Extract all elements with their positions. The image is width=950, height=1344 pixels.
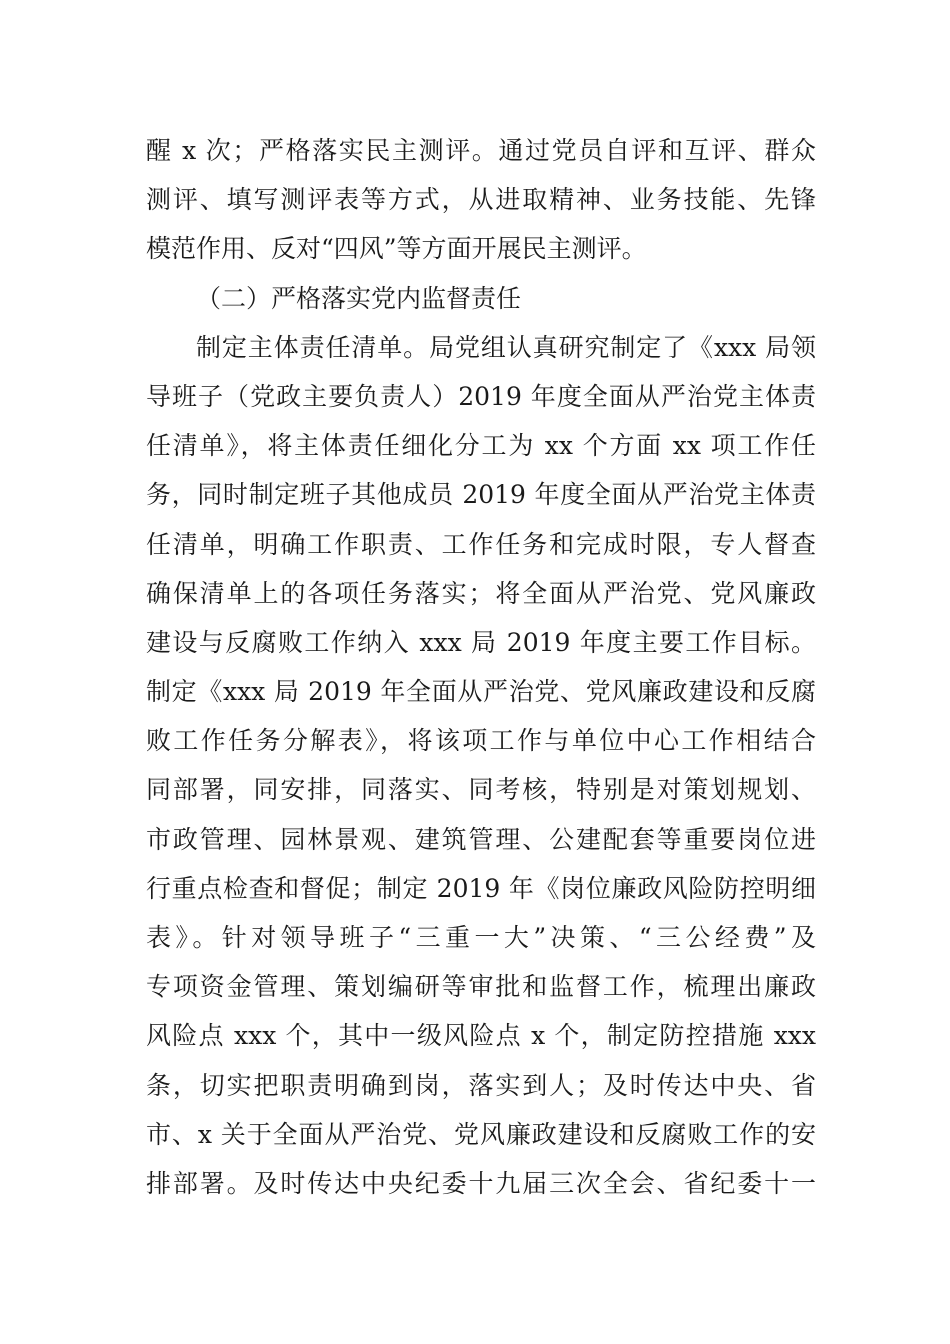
text-line: 败工作任务分解表》，将该项工作与单位中心工作相结合 (146, 726, 816, 756)
text-line: 同部署，同安排，同落实、同考核，特别是对策划规划、 (146, 775, 816, 805)
text-line: 市政管理、园林景观、建筑管理、公建配套等重要岗位进 (146, 824, 816, 854)
text-line: 任清单，明确工作职责、工作任务和完成时限，专人督查 (146, 529, 816, 559)
text-line: 制定主体责任清单。局党组认真研究制定了《xxx 局领 (196, 332, 816, 362)
text-line: 醒 x 次；严格落实民主测评。通过党员自评和互评、群众 (146, 136, 816, 165)
text-line: 风险点 xxx 个，其中一级风险点 x 个，制定防控措施 xxx (146, 1021, 816, 1051)
text-line: 行重点检查和督促；制定 2019 年《岗位廉政风险防控明细 (146, 873, 816, 903)
text-line: 条，切实把职责明确到岗，落实到人；及时传达中央、省 (146, 1070, 816, 1100)
text-line: 确保清单上的各项任务落实；将全面从严治党、党风廉政 (146, 578, 816, 608)
text-line: 市、x 关于全面从严治党、党风廉政建设和反腐败工作的安 (146, 1119, 816, 1149)
body-text (146, 126, 816, 1208)
text-line: 制定《xxx 局 2019 年全面从严治党、党风廉政建设和反腐 (146, 677, 816, 707)
text-line: 导班子（党政主要负责人）2019 年度全面从严治党主体责 (146, 381, 816, 411)
section-heading: （二）严格落实党内监督责任 (196, 283, 522, 313)
text-line: 模范作用、反对“四风”等方面开展民主测评。 (146, 234, 647, 264)
text-line: 任清单》，将主体责任细化分工为 xx 个方面 xx 项工作任 (146, 431, 816, 461)
text-line: 排部署。及时传达中央纪委十九届三次全会、省纪委十一 (146, 1168, 816, 1198)
text-line: 务，同时制定班子其他成员 2019 年度全面从严治党主体责 (146, 480, 816, 510)
text-line: 表》。针对领导班子“三重一大”决策、“三公经费”及 (146, 923, 816, 952)
text-line: 测评、填写测评表等方式，从进取精神、业务技能、先锋 (146, 185, 816, 215)
text-line: 建设与反腐败工作纳入 xxx 局 2019 年度主要工作目标。 (146, 627, 816, 657)
text-line: 专项资金管理、策划编研等审批和监督工作，梳理出廉政 (146, 972, 816, 1002)
